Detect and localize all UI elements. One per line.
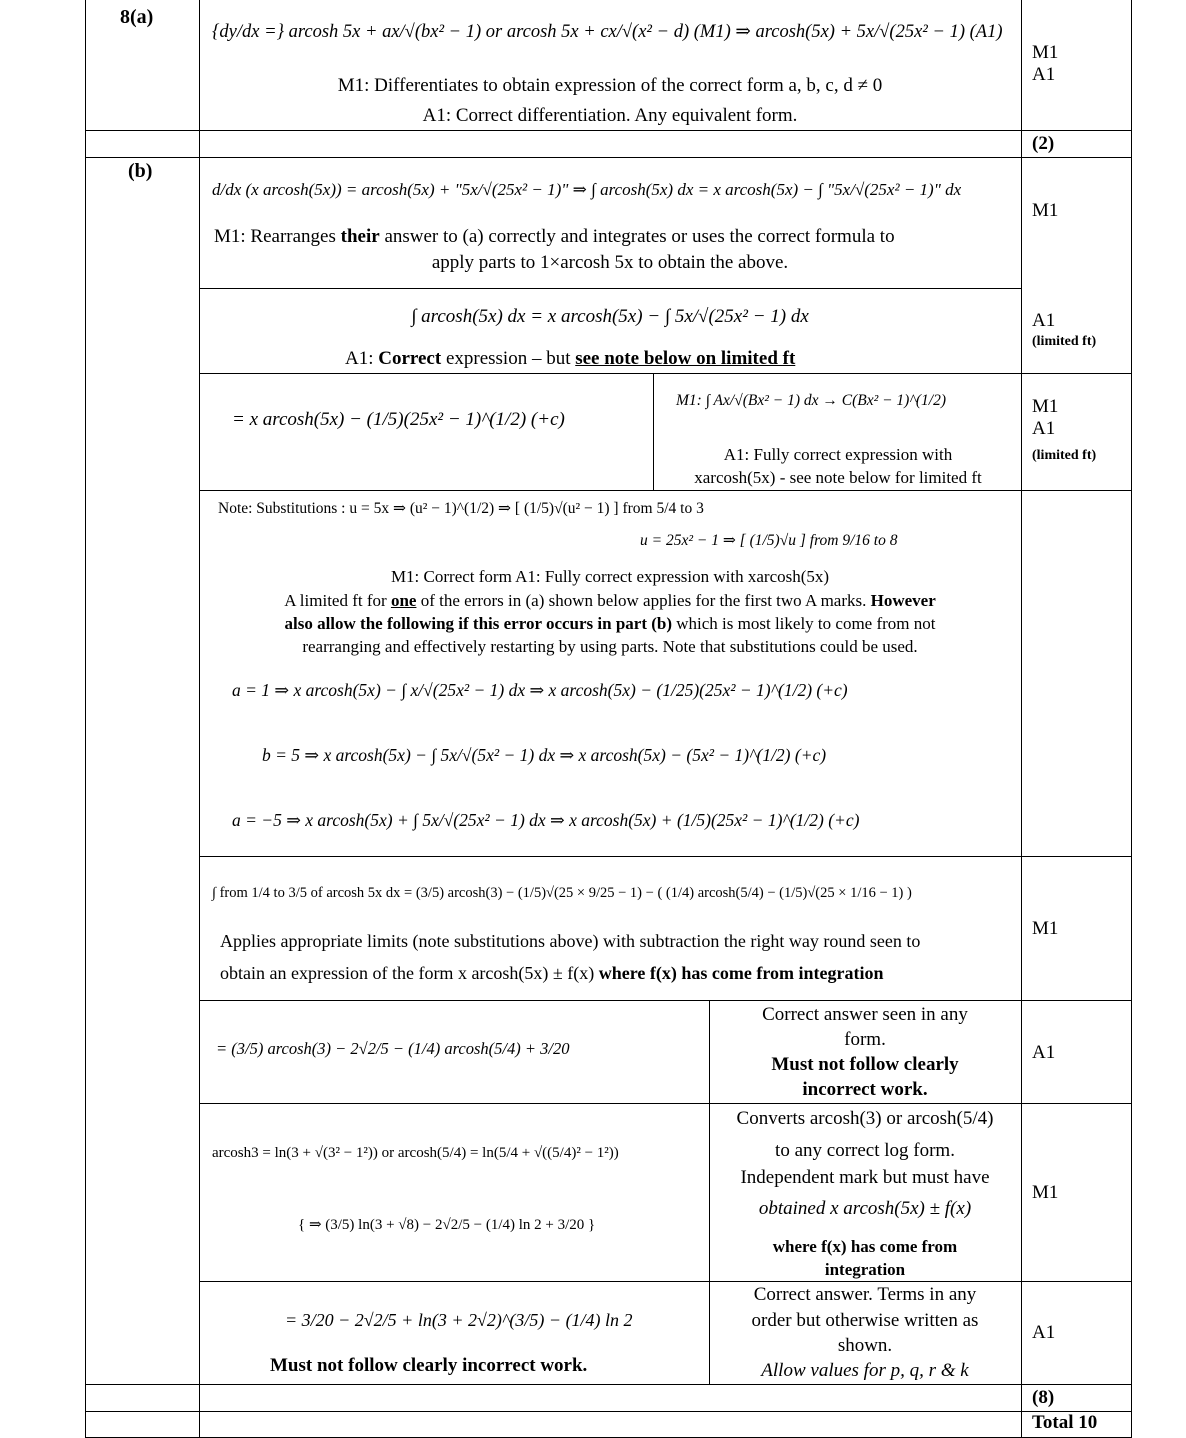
column-divider-2: [1021, 0, 1022, 1438]
row-line: [199, 1103, 1132, 1104]
b-row4-substitution-2: u = 25x² − 1 ⇒ [ (1/5)√u ] from 9/16 to 8: [640, 532, 898, 549]
b-row3-a1-note: A1: Fully correct expression with: [723, 445, 953, 464]
b-row7-note-2: form.: [844, 1029, 886, 1050]
row-line: [199, 1281, 1132, 1282]
b-row9-note-2: order but otherwise written as: [751, 1310, 979, 1331]
b-row9-note-4: Allow values for p, q, r & k: [761, 1360, 969, 1381]
table-border-left: [85, 0, 86, 1438]
row-split-divider: [653, 373, 654, 490]
row-line: [85, 130, 1132, 131]
b-row8-log-result: { ⇒ (3/5) ln(3 + √8) − 2√2/5 − (1/4) ln 2 + 3/20 }: [298, 1217, 596, 1233]
b-row3-a1-note-line2: xarcosh(5x) - see note below for limited ft: [694, 468, 982, 487]
row-split-divider: [709, 1000, 710, 1384]
b-row5-text-line2: [210, 614, 1010, 634]
b-row8-log-equation: arcosh3 = ln(3 + √(3² − 1²)) or arcosh(5/4) = ln(5/4 + √((5/4)² − 1²)): [212, 1145, 619, 1161]
part-b-subtotal: (8): [1032, 1387, 1055, 1408]
part-a-subtotal: (2): [1032, 133, 1055, 154]
b-row5-equation-b5: b = 5 ⇒ x arcosh(5x) − ∫ 5x/√(5x² − 1) dx ⇒ x arcosh(5x) − (5x² − 1)^(1/2) (+c): [262, 745, 827, 765]
b-row6-l2-bold: where f(x) has come from integration: [598, 963, 884, 983]
b-row5-equation-a1: a = 1 ⇒ x arcosh(5x) − ∫ x/√(25x² − 1) dx ⇒ x arcosh(5x) − (1/25)(25x² − 1)^(1/2) (+c): [232, 680, 848, 700]
question-label-8a: 8(a): [120, 6, 154, 28]
b-row5-l2b: which is most likely to come from not: [672, 614, 936, 633]
row-line: [199, 1000, 1132, 1001]
b-row2-note-mid: expression – but: [441, 348, 576, 369]
question-total: Total 10: [1032, 1412, 1098, 1433]
b-row5-l1a: A limited ft for: [284, 591, 391, 610]
b-row2-mark-sub: (limited ft): [1032, 334, 1097, 349]
b-row5-text-line1: [210, 591, 1010, 611]
part-a-marks: M1 A1: [1032, 42, 1059, 85]
row-line: [199, 288, 1022, 289]
b-row6-l2a: obtain an expression of the form x arcosh(5x) ± f(x): [220, 963, 599, 983]
b-row7-note-3: Must not follow clearly: [771, 1054, 959, 1075]
b-row1-note-end: answer to (a) correctly and integrates or uses the correct formula to: [379, 226, 895, 247]
b-row6-note-line2: [220, 963, 884, 984]
b-row5-l2-bold: also allow the following if this error occurs in part (b): [284, 614, 673, 633]
b-row7-mark: A1: [1032, 1042, 1056, 1063]
b-row8-mark: M1: [1032, 1182, 1059, 1203]
part-a-derivative-equation: {dy/dx =} arcosh 5x + ax/√(bx² − 1) or arcosh 5x + cx/√(x² − d) (M1) ⇒ arcosh(5x) + 5x/√(25x² − 1) (A1): [212, 22, 1003, 42]
b-row9-warning: Must not follow clearly incorrect work.: [270, 1355, 588, 1376]
b-row3-m1-note: M1: ∫ Ax/√(Bx² − 1) dx → C(Bx² − 1)^(1/2): [676, 392, 947, 409]
b-row9-final-answer: = 3/20 − 2√2/5 + ln(3 + 2√2)^(3/5) − (1/4) ln 2: [285, 1310, 633, 1330]
b-row3-mark-sub: (limited ft): [1032, 448, 1097, 463]
column-divider-1: [199, 0, 200, 1438]
b-row3-marks: M1 A1: [1032, 396, 1059, 439]
b-row4-note: M1: Correct form A1: Fully correct expression with xarcosh(5x): [390, 567, 830, 586]
b-row9-note-3: shown.: [837, 1335, 893, 1356]
b-row8-note-3: Independent mark but must have: [740, 1167, 990, 1188]
b-row6-equation: ∫ from 1/4 to 3/5 of arcosh 5x dx = (3/5) arcosh(3) − (1/5)√(25 × 9/25 − 1) − ( (1/4) arcosh(5/4) − (1/5)√(25 × 1/16 − 1) ): [212, 885, 912, 901]
part-a-a1-note: A1: Correct differentiation. Any equivalent form.: [422, 105, 798, 126]
b-row7-note-4: incorrect work.: [802, 1079, 928, 1100]
b-row8-note-1: Converts arcosh(3) or arcosh(5/4): [736, 1108, 994, 1129]
row-line: [85, 157, 1132, 158]
question-label-8b: (b): [128, 160, 153, 182]
b-row8-note-6: integration: [824, 1260, 906, 1279]
row-line: [199, 373, 1132, 374]
b-row3-equation: = x arcosh(5x) − (1/5)(25x² − 1)^(1/2) (+c): [232, 409, 565, 430]
row-line: [199, 856, 1132, 857]
row-line: [199, 490, 1132, 491]
b-row2-equation: ∫ arcosh(5x) dx = x arcosh(5x) − ∫ 5x/√(25x² − 1) dx: [411, 306, 809, 327]
b-row4-substitution-1: Note: Substitutions : u = 5x ⇒ (u² − 1)^(1/2) ⇒ [ (1/5)√(u² − 1) ] from 5/4 to 3: [218, 500, 704, 517]
b-row1-note-line2: apply parts to 1×arcosh 5x to obtain the above.: [431, 252, 789, 273]
b-row1-note-start: M1: Rearranges: [214, 226, 341, 247]
b-row9-mark: A1: [1032, 1322, 1056, 1343]
b-row9-note-1: Correct answer. Terms in any: [753, 1284, 977, 1305]
b-row1-note: [214, 226, 895, 248]
row-line: [85, 1384, 1132, 1385]
b-row1-mark: M1: [1032, 200, 1059, 221]
row-line: [85, 1411, 1132, 1412]
b-row2-note-bold: Correct: [378, 348, 442, 369]
b-row2-note: [345, 348, 795, 370]
b-row2-mark: A1: [1032, 310, 1056, 331]
b-row2-note-underlined: see note below on limited ft: [575, 348, 796, 369]
b-row5-l1-underlined: one: [390, 591, 417, 610]
b-row5-equation-a-5: a = −5 ⇒ x arcosh(5x) + ∫ 5x/√(25x² − 1) dx ⇒ x arcosh(5x) + (1/5)(25x² − 1)^(1/2) (+c): [232, 810, 860, 830]
b-row5-l1b: of the errors in (a) shown below applies for the first two A marks.: [416, 591, 871, 610]
b-row6-mark: M1: [1032, 918, 1059, 939]
b-row8-note-4: obtained x arcosh(5x) ± f(x): [758, 1198, 972, 1219]
b-row1-note-bold: their: [340, 226, 380, 247]
b-row5-l1-bold: However: [870, 591, 936, 610]
part-a-m1-note: M1: Differentiates to obtain expression of the correct form a, b, c, d ≠ 0: [337, 75, 883, 96]
b-row8-note-5: where f(x) has come from: [772, 1237, 958, 1256]
b-row6-note-line1: Applies appropriate limits (note substitutions above) with subtraction the right way round seen to: [220, 931, 921, 951]
b-row8-note-2: to any correct log form.: [775, 1140, 955, 1161]
table-border-right: [1131, 0, 1132, 1438]
b-row7-equation: = (3/5) arcosh(3) − 2√2/5 − (1/4) arcosh(5/4) + 3/20: [216, 1039, 570, 1058]
b-row2-note-prefix: A1:: [345, 348, 379, 369]
b-row7-note-1: Correct answer seen in any: [762, 1004, 968, 1025]
b-row1-equation: d/dx (x arcosh(5x)) = arcosh(5x) + "5x/√(25x² − 1)" ⇒ ∫ arcosh(5x) dx = x arcosh(5x) − ∫ "5x/√(25x² − 1)" dx: [212, 180, 962, 199]
b-row5-text-line3: rearranging and effectively restarting by using parts. Note that substitutions could be used.: [302, 637, 918, 656]
